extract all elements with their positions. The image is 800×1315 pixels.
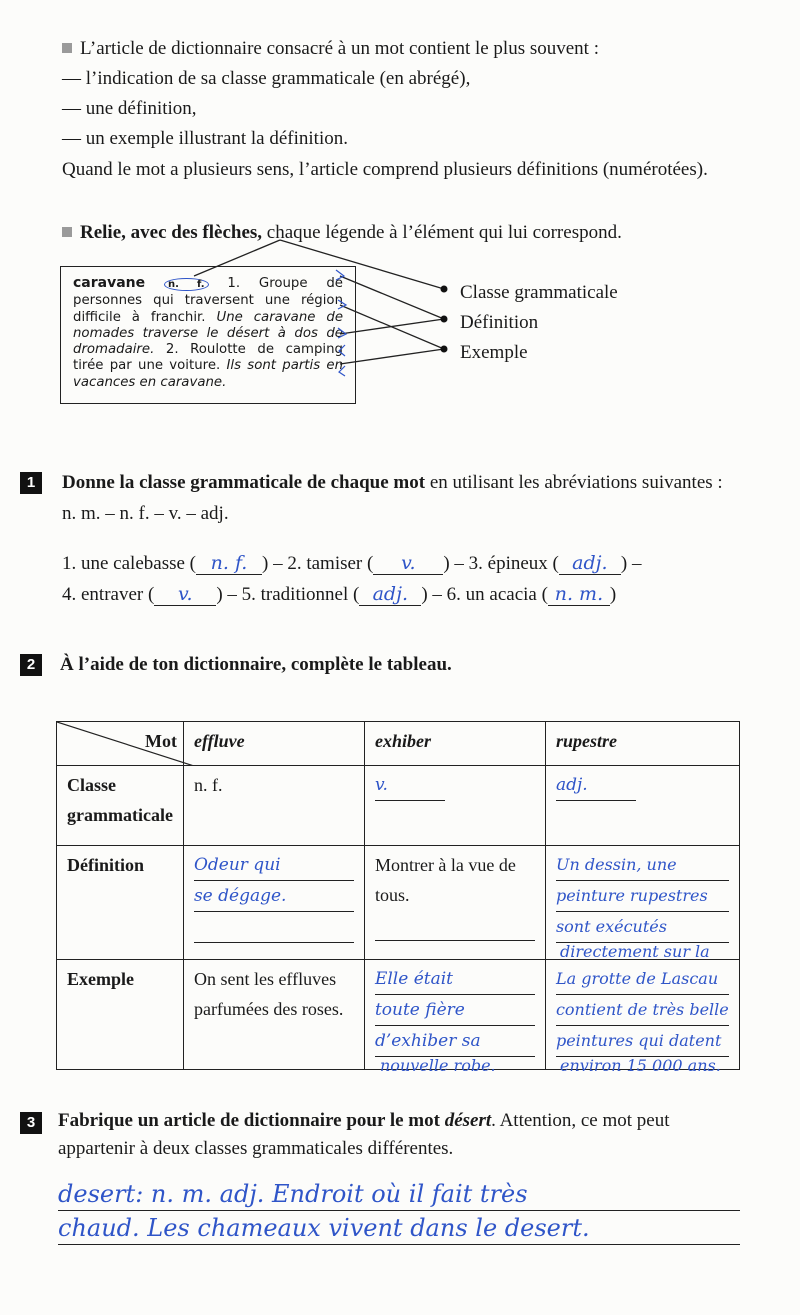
connector-lines [0,0,800,420]
answer-blank[interactable]: adj. [359,583,421,606]
handwritten-answer[interactable]: peintures qui datent [556,1026,729,1057]
handwritten-answer[interactable]: sont exécutés [556,912,729,943]
row-header: Classe grammaticale [57,766,184,846]
answer-blank[interactable]: n. f. [196,552,262,575]
intro-text: L’article de dictionnaire consacré à un mot contient le plus souvent : [80,38,599,59]
intro-item: — l’indication de sa classe grammaticale (en abrégé), [62,68,471,89]
ex3-bold: Fabrique un article de dictionnaire pour le mot [58,1110,445,1131]
table-header-row [57,722,740,766]
col-header: exhiber [364,722,545,766]
handwritten-answer[interactable]: v. [375,770,445,801]
ex1-abbrev: n. m. – n. f. – v. – adj. [62,503,229,524]
table-row [57,960,740,1070]
answer-line [375,910,535,941]
ex1-rest: en utilisant les abréviations suivantes : [425,472,723,493]
answer-blank[interactable]: v. [154,583,216,606]
ex3-rest: . Attention, ce mot peut [491,1110,670,1131]
ex1-line1 [62,549,641,579]
word: ) – 3. épineux ( [443,553,559,574]
handwritten-answer[interactable]: adj. [556,770,636,801]
exercise-number [20,654,42,676]
ex3-instruction [58,1106,669,1136]
corner-label: Mot [144,731,177,751]
entry-headword: caravane [73,275,146,291]
ex1-instruction [62,468,723,498]
handwritten-answer[interactable]: contient de très belle [556,995,729,1026]
intro-text: Quand le mot a plusieurs sens, l’article comprend plusieurs définitions (numérotées). [62,159,708,180]
example-text: On sent les effluves parfumées des roses. [193,969,344,1019]
word: 4. entraver ( [62,584,155,605]
entry-class: n. f. [164,278,209,291]
corner-cell [57,722,184,766]
word: ) – [620,553,642,574]
intro-item: — un exemple illustrant la définition. [62,128,348,149]
intro-item: — une définition, [62,98,197,119]
answer-line [194,912,354,943]
table-cell[interactable] [545,766,739,846]
table-cell[interactable] [183,846,364,960]
ex3-instruction-line2: appartenir à deux classes grammaticales différentes. [58,1138,454,1159]
number-badge: 1 [20,472,42,494]
entry-example: Une caravane de nomades traverse le désert à dos de dromadaire. [73,309,344,358]
ex2-bold: À l’aide de ton dictionnaire, complète le tableau. [60,654,452,675]
word: ) – 2. tamiser ( [262,553,374,574]
word: ) – 5. traditionnel ( [216,584,360,605]
entry-definition: 1. Groupe de personnes qui traversent une région difficile à franchir. [73,276,343,325]
handwritten-answer[interactable]: Un dessin, une [556,850,729,881]
legend-classe: Classe grammaticale [460,282,618,303]
ex1-line2 [62,580,616,610]
answer-blank[interactable]: n. m. [548,583,610,606]
answer-blank[interactable]: adj. [559,552,621,575]
handwritten-answer[interactable]: peinture rupestres [556,881,729,912]
col-header: effluve [183,722,364,766]
word: ) – 6. un acacia ( [421,584,548,605]
legend-definition: Définition [460,312,539,333]
handwritten-answer[interactable]: d’exhiber sa [375,1026,535,1057]
answer-blank[interactable]: v. [373,552,443,575]
handwritten-overflow: environ 15 000 ans. [560,1056,721,1075]
entry-example: Ils sont partis en vacances en caravane. [73,358,344,390]
row-header: Définition [57,846,184,960]
entry-definition: 2. Roulotte de camping tirée par une voiture. [73,342,343,374]
table-cell: n. f. [183,766,364,846]
definition-text: Montrer à la vue de tous. [374,855,516,905]
table-cell[interactable] [364,960,545,1070]
dictionary-table [56,721,740,1070]
handwritten-overflow: directement sur la [560,942,710,961]
handwritten-answer[interactable]: toute fière [375,995,535,1026]
table-row [57,766,740,846]
exercise-number [20,1112,42,1134]
word: ) [609,584,617,605]
ex2-instruction [60,650,452,680]
handwritten-answer[interactable]: desert: n. m. adj. Endroit où il fait très [58,1178,740,1211]
number-badge: 2 [20,654,42,676]
ex3-word: désert [444,1110,492,1131]
relie-bold: Relie, avec des flèches, [80,222,263,243]
table-cell[interactable] [364,766,545,846]
word: 1. une calebasse ( [62,553,196,574]
handwritten-answer[interactable]: se dégage. [194,881,354,912]
handwritten-answer[interactable]: Elle était [375,964,535,995]
handwritten-answer[interactable]: La grotte de Lascau [556,964,729,995]
row-header: Exemple [57,960,184,1070]
table-cell [183,960,364,1070]
table-cell[interactable] [545,960,739,1070]
table-cell[interactable] [364,846,545,960]
handwritten-overflow: nouvelle robe. [380,1056,496,1075]
handwritten-answer[interactable]: chaud. Les chameaux vivent dans le desert. [58,1212,740,1245]
number-badge: 3 [20,1112,42,1134]
relie-rest: chaque légende à l’élément qui lui correspond. [262,222,622,243]
exercise-number [20,472,42,494]
ex1-bold: Donne la classe grammaticale de chaque mot [62,472,426,493]
handwritten-answer[interactable]: Odeur qui [194,850,354,881]
col-header: rupestre [545,722,739,766]
legend-exemple: Exemple [460,342,528,363]
